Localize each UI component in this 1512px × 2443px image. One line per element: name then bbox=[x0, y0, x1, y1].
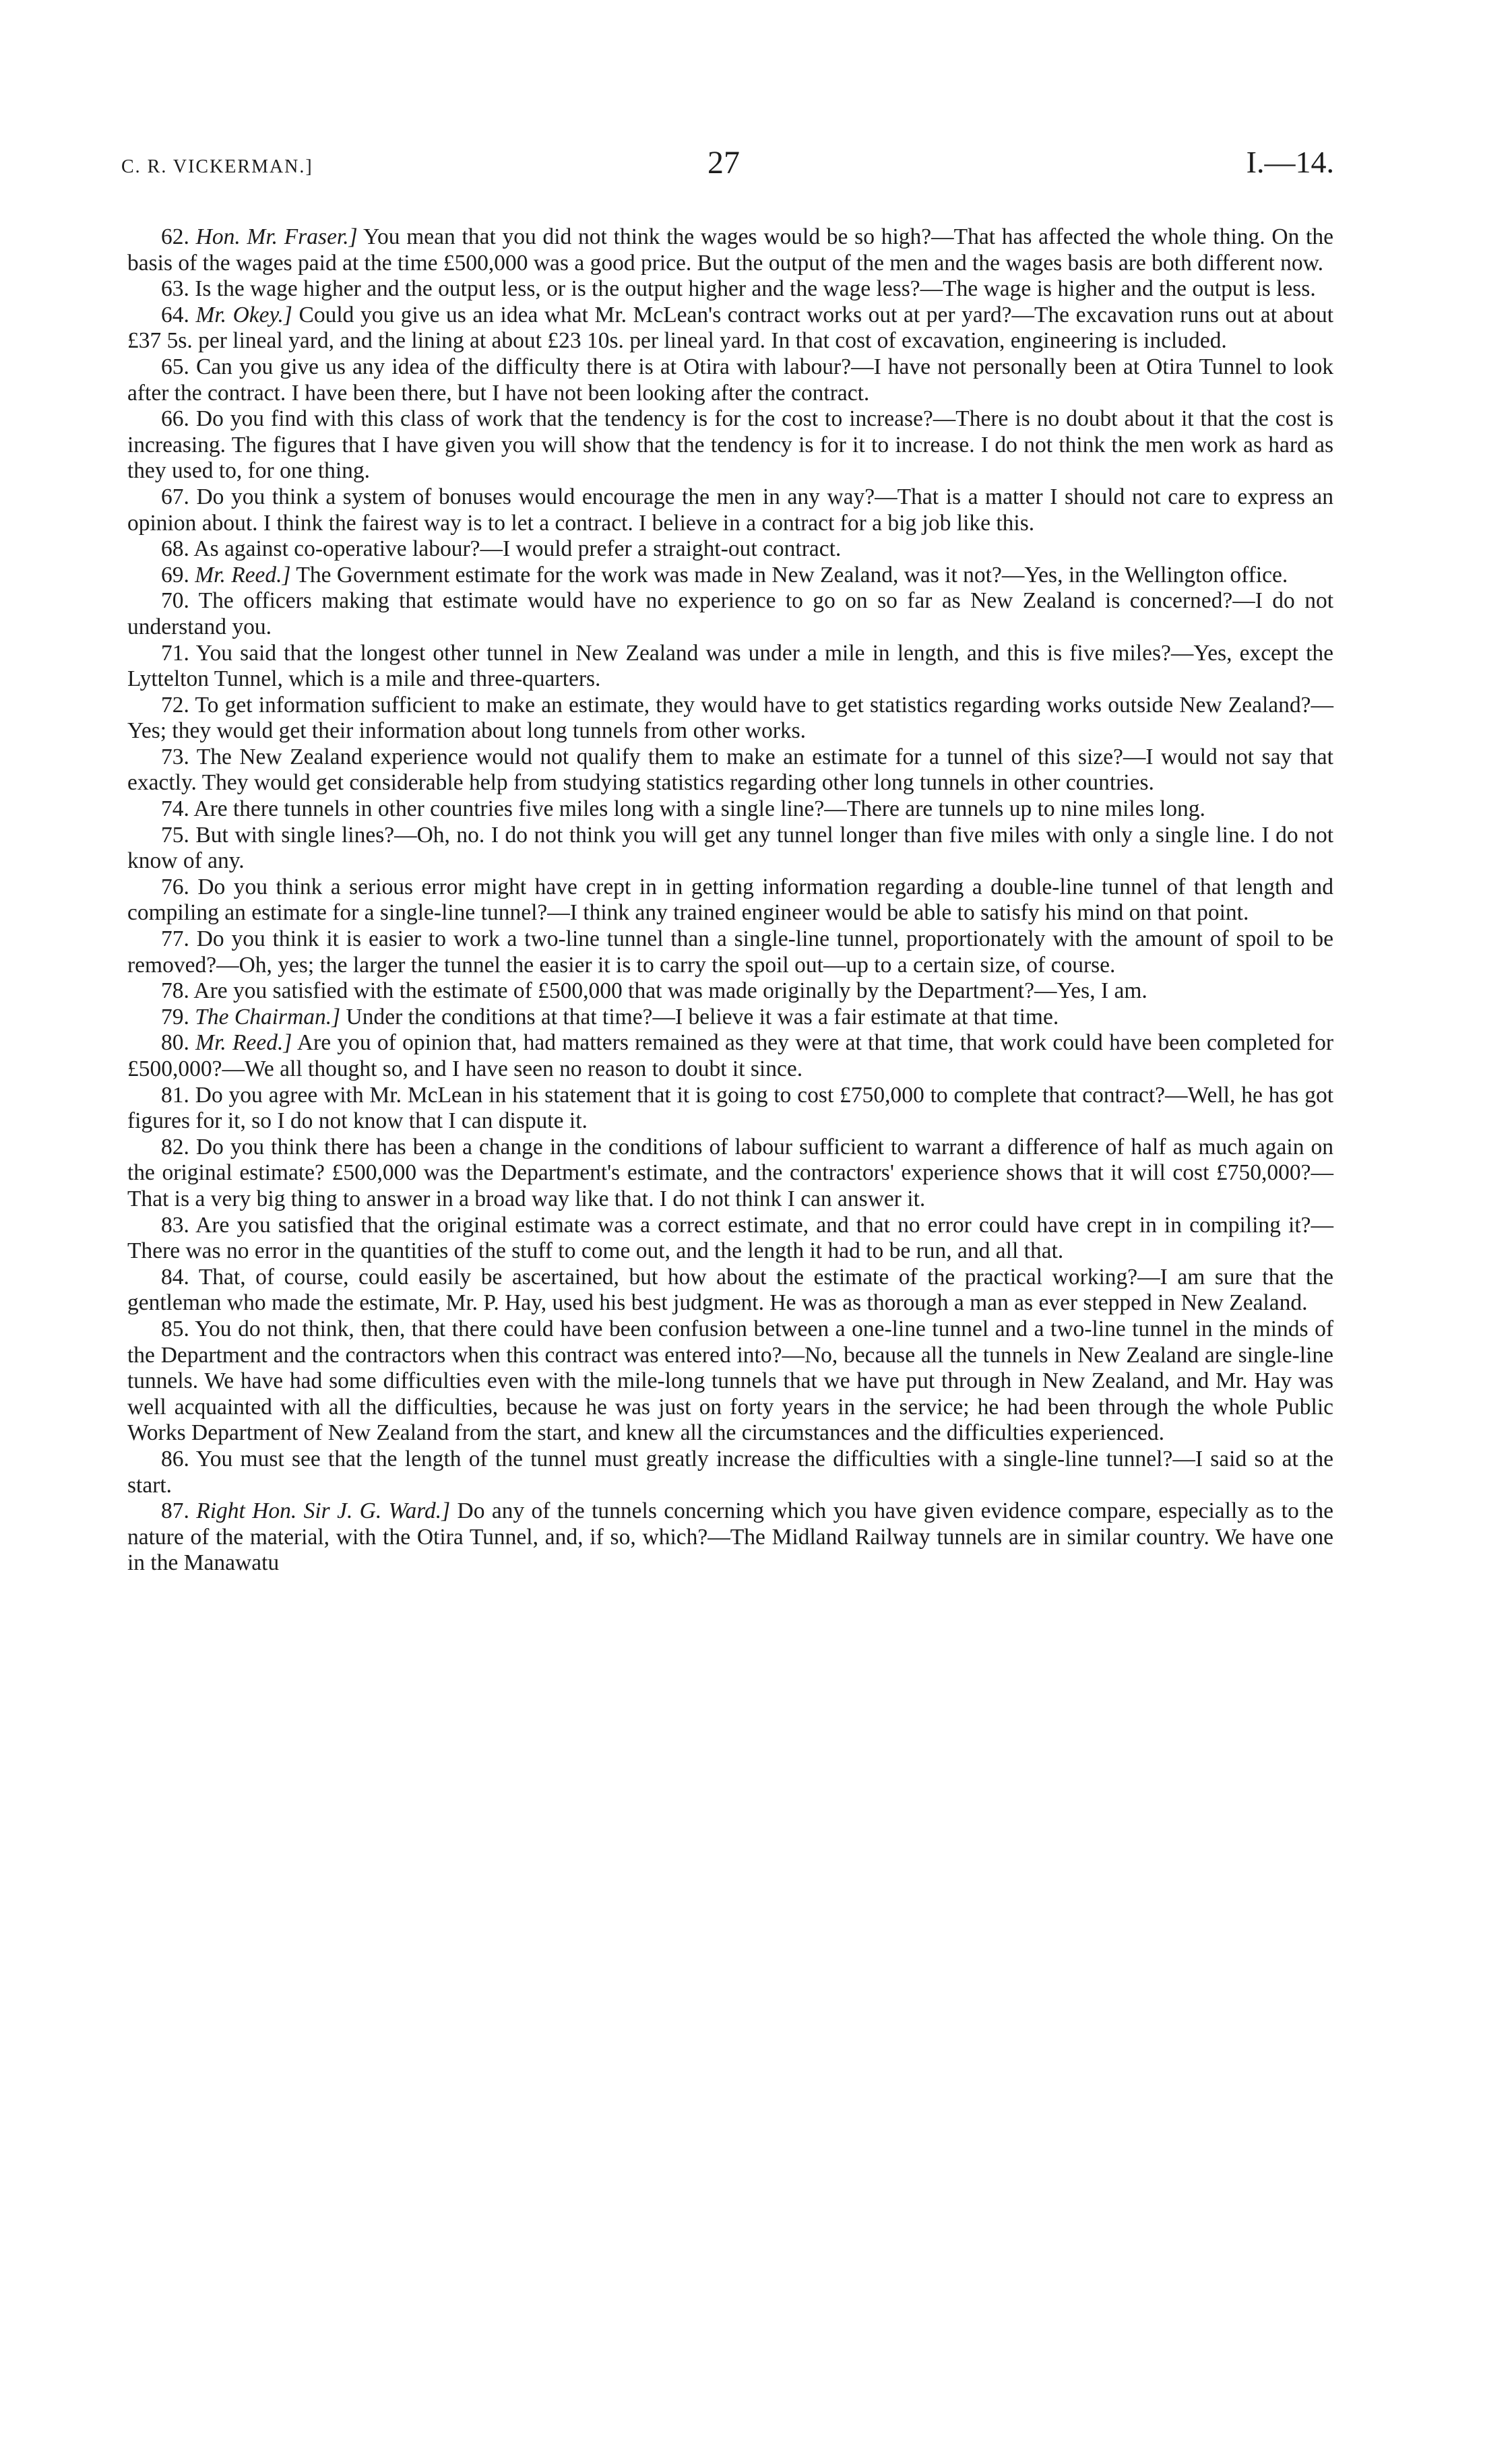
question-answer-text: The Government estimate for the work was made in New Zealand, was it not?—Yes, in the Wellington office. bbox=[290, 562, 1288, 588]
question-answer-text: You said that the longest other tunnel in New Zealand was under a mile in length, and this is five miles?—Yes, except the Lyttelton Tunnel, which is a mile and three-quarters. bbox=[127, 640, 1333, 692]
question-answer-text: That, of course, could easily be ascertained, but how about the estimate of the practical working?—I am sure that the gentleman who made the estimate, Mr. P. Hay, used his best judgment. He was as thorough a man as ever stepped in New Zealand. bbox=[127, 1264, 1333, 1316]
question-answer-text: Under the conditions at that time?—I believe it was a fair estimate at that time. bbox=[340, 1004, 1059, 1029]
question-paragraph bbox=[127, 303, 1333, 354]
question-paragraph bbox=[127, 875, 1333, 926]
question-answer-text: The New Zealand experience would not qualify them to make an estimate for a tunnel of this size?—I would not say that exactly. They would get considerable help from studying statistics regarding other long tunnels in other countries. bbox=[127, 744, 1333, 796]
question-paragraph bbox=[127, 563, 1333, 589]
question-answer-text: Are you of opinion that, had matters remained as they were at that time, that work could have been completed for £500,000?—We all thought so, and I have seen no reason to doubt it since. bbox=[127, 1030, 1334, 1081]
question-number: 82. bbox=[161, 1134, 189, 1160]
question-paragraph bbox=[127, 1316, 1333, 1447]
question-answer-text: You must see that the length of the tunnel must greatly increase the difficulties with a single-line tunnel?—I said so at the start. bbox=[127, 1446, 1333, 1498]
question-number: 83. bbox=[161, 1212, 189, 1238]
page-number: 27 bbox=[707, 145, 740, 181]
question-number: 66. bbox=[161, 406, 189, 432]
question-number: 69. bbox=[161, 562, 189, 588]
question-number: 67. bbox=[161, 484, 189, 509]
question-answer-text: Can you give us any idea of the difficulty there is at Otira with labour?—I have not personally been at Otira Tunnel to look after the contract. I have been there, but I have not been looking after the contract. bbox=[127, 354, 1333, 406]
speaker-name: Mr. Okey.] bbox=[195, 302, 292, 327]
question-number: 81. bbox=[161, 1082, 189, 1108]
question-paragraph bbox=[127, 823, 1333, 875]
question-number: 80. bbox=[161, 1030, 189, 1056]
document-reference: I.—14. bbox=[1246, 145, 1334, 179]
question-paragraph bbox=[127, 744, 1333, 796]
question-paragraph bbox=[127, 1030, 1333, 1082]
question-answer-text: Do you think a system of bonuses would encourage the men in any way?—That is a matter I should not care to express an opinion about. I think the fairest way is to let a contract. I believe in a contract for a big job like this. bbox=[127, 484, 1334, 536]
question-paragraph bbox=[127, 1135, 1333, 1213]
question-paragraph bbox=[127, 536, 1333, 563]
question-number: 64. bbox=[161, 302, 189, 327]
speaker-name: Right Hon. Sir J. G. Ward.] bbox=[196, 1498, 451, 1524]
page-header bbox=[121, 145, 1334, 189]
speaker-name: Mr. Reed.] bbox=[195, 1030, 292, 1056]
question-number: 75. bbox=[161, 822, 189, 848]
question-number: 86. bbox=[161, 1446, 189, 1471]
question-number: 84. bbox=[161, 1264, 189, 1290]
question-paragraph bbox=[127, 796, 1333, 823]
speaker-name: The Chairman.] bbox=[195, 1004, 341, 1029]
question-answer-text: Do you think it is easier to work a two-line tunnel than a single-line tunnel, proportionately with the amount of spoil to be removed?—Oh, yes; the larger the tunnel the easier it is to carry the spoil out—up to a certain size, of course. bbox=[127, 926, 1333, 978]
question-number: 62. bbox=[161, 224, 189, 249]
question-number: 71. bbox=[161, 640, 189, 666]
question-paragraph bbox=[127, 926, 1333, 978]
question-number: 74. bbox=[161, 796, 189, 822]
question-paragraph bbox=[127, 1498, 1333, 1577]
question-paragraph bbox=[127, 1265, 1333, 1316]
question-number: 87. bbox=[161, 1498, 189, 1524]
question-number: 76. bbox=[161, 874, 189, 899]
question-answer-text: The officers making that estimate would have no experience to go on so far as New Zealand is concerned?—I do not understand you. bbox=[127, 588, 1334, 639]
question-number: 68. bbox=[161, 536, 189, 562]
speaker-name: Mr. Reed.] bbox=[195, 562, 291, 588]
question-paragraph bbox=[127, 406, 1333, 484]
question-paragraph bbox=[127, 1447, 1333, 1498]
question-paragraph bbox=[127, 693, 1333, 744]
question-number: 78. bbox=[161, 978, 189, 1004]
question-answer-text: But with single lines?—Oh, no. I do not think you will get any tunnel longer than five miles with only a single line. I do not know of any. bbox=[127, 822, 1334, 874]
evidence-body bbox=[127, 224, 1333, 1577]
question-answer-text: Are you satisfied that the original estimate was a correct estimate, and that no error could have crept in in compiling it?—There was no error in the quantities of the stuff to come out, and the length it had to be run, and all that. bbox=[127, 1212, 1334, 1264]
question-answer-text: Do any of the tunnels concerning which you have given evidence compare, especially as to the nature of the material, with the Otira Tunnel, and, if so, which?—The Midland Railway tunnels are in similar country. We have one in the Manawatu bbox=[127, 1498, 1334, 1576]
question-paragraph bbox=[127, 1213, 1333, 1265]
question-answer-text: Is the wage higher and the output less, or is the output higher and the wage less?—The wage is higher and the output is less. bbox=[195, 276, 1316, 302]
question-paragraph bbox=[127, 354, 1333, 406]
question-paragraph bbox=[127, 588, 1333, 640]
question-answer-text: To get information sufficient to make an estimate, they would have to get statistics regarding works outside New Zealand?—Yes; they would get their information about long tunnels from other works. bbox=[127, 692, 1333, 744]
question-number: 79. bbox=[161, 1004, 189, 1029]
question-answer-text: Do you think there has been a change in the conditions of labour sufficient to warrant a difference of half as much again on the original estimate? £500,000 was the Department's estimate, and the contractors' experience shows that it will cost £750,000?—That is a very big thing to answer in a broad way like that. I do not think I can answer it. bbox=[127, 1134, 1334, 1211]
question-answer-text: Are there tunnels in other countries five miles long with a single line?—There are tunnels up to nine miles long. bbox=[193, 796, 1205, 822]
question-answer-text: You mean that you did not think the wages would be so high?—That has affected the whole thing. On the basis of the wages paid at the time £500,000 was a good price. But the output of the men and the wages basis are both different now. bbox=[127, 224, 1333, 276]
question-number: 65. bbox=[161, 354, 189, 379]
question-answer-text: Do you agree with Mr. McLean in his statement that it is going to cost £750,000 to complete that contract?—Well, he has got figures for it, so I do not know that I can dispute it. bbox=[127, 1082, 1334, 1134]
question-answer-text: Do you find with this class of work that the tendency is for the cost to increase?—There is no doubt about it that the cost is increasing. The figures that I have given you will show that the tendency is for it to increase. I do not think the men work as hard as they used to, for one thing. bbox=[127, 406, 1334, 484]
question-answer-text: Could you give us an idea what Mr. McLean's contract works out at per yard?—The excavation runs out at about £37 5s. per lineal yard, and the lining at about £23 10s. per lineal yard. In that cost of excavation, engineering is included. bbox=[127, 302, 1334, 354]
question-number: 72. bbox=[161, 692, 189, 718]
question-number: 77. bbox=[161, 926, 189, 952]
question-answer-text: Do you think a serious error might have crept in in getting information regarding a double-line tunnel of that length and compiling an estimate for a single-line tunnel?—I think any trained engineer would be able to satisfy his mind on that point. bbox=[127, 874, 1333, 926]
question-paragraph bbox=[127, 276, 1333, 303]
question-paragraph bbox=[127, 1083, 1333, 1135]
question-number: 70. bbox=[161, 588, 189, 614]
question-number: 85. bbox=[161, 1316, 189, 1341]
speaker-name: Hon. Mr. Fraser.] bbox=[195, 224, 358, 249]
question-number: 73. bbox=[161, 744, 189, 769]
question-number: 63. bbox=[161, 276, 189, 302]
question-answer-text: You do not think, then, that there could have been confusion between a one-line tunnel and a two-line tunnel in the minds of the Department and the contractors when this contract was entered into?—No, because all the tunnels in New Zealand are single-line tunnels. We have had some difficulties even with the mile-long tunnels that we have put through in New Zealand, and Mr. Hay was well acquainted with all the difficulties, because he was just on forty years in the service; he had been through the whole Public Works Department of New Zealand from the start, and knew all the circumstances and the difficulties experienced. bbox=[127, 1316, 1334, 1446]
question-answer-text: As against co-operative labour?—I would prefer a straight-out contract. bbox=[193, 536, 842, 562]
question-paragraph bbox=[127, 978, 1333, 1005]
question-answer-text: Are you satisfied with the estimate of £500,000 that was made originally by the Department?—Yes, I am. bbox=[193, 978, 1147, 1004]
witness-name: C. R. VICKERMAN.] bbox=[121, 156, 313, 177]
question-paragraph bbox=[127, 224, 1333, 276]
question-paragraph bbox=[127, 641, 1333, 693]
question-paragraph bbox=[127, 484, 1333, 536]
question-paragraph bbox=[127, 1005, 1333, 1031]
